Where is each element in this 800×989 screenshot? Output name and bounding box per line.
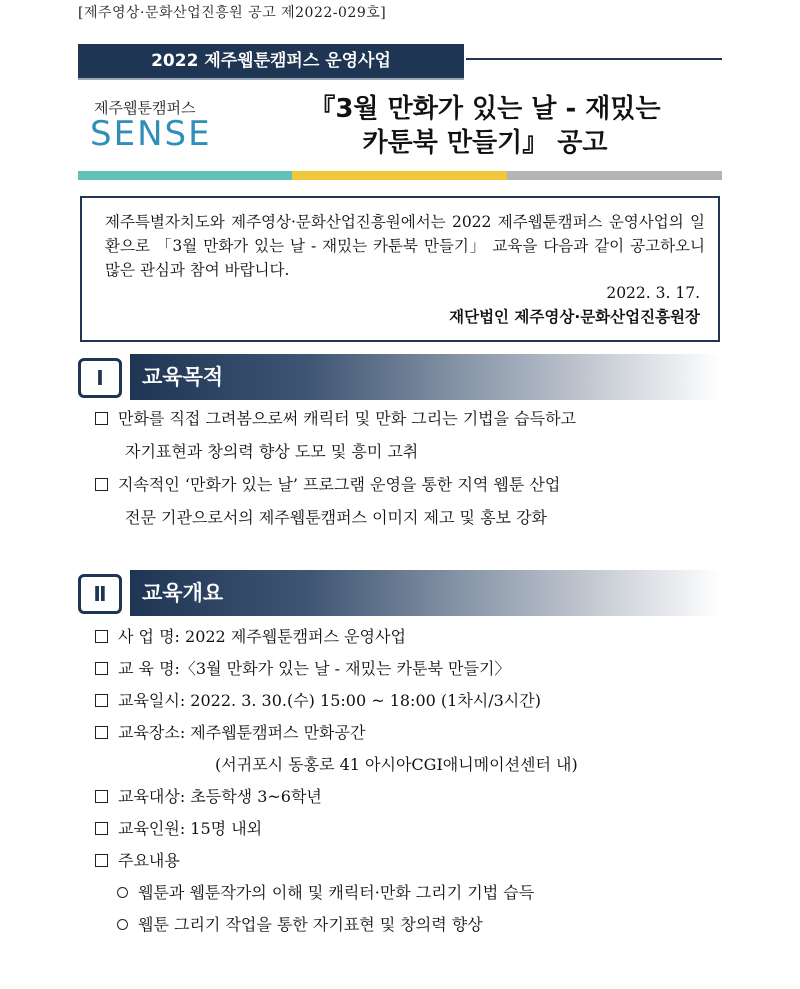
- project-banner: 2022 제주웹툰캠퍼스 운영사업: [78, 44, 464, 80]
- overview-main-contents: 주요내용: [95, 850, 180, 872]
- title-line-2: 카툰북 만들기』 공고: [362, 128, 608, 158]
- issuer-signature: 재단법인 제주영상·문화산업진흥원장: [449, 308, 700, 326]
- overview-course-name: 교 육 명:〈3월 만화가 있는 날 - 재밌는 카툰북 만들기〉: [95, 658, 510, 680]
- logo-caption: 제주웹툰캠퍼스: [94, 99, 196, 117]
- overview-target: 교육대상: 초등학생 3~6학년: [95, 786, 322, 808]
- checkbox-icon: [95, 822, 108, 835]
- notice-number: [제주영상·문화산업진흥원 공고 제2022-029호]: [78, 5, 387, 21]
- intro-text: 제주특별자치도와 제주영상·문화산업진흥원에서는 2022 제주웹툰캠퍼스 운영사업의 일환으로 「3월 만화가 있는 날 - 재밌는 카툰북 만들기」 교육을 다음과 같이 공고하오니 많은 관심과 참여 바랍니다.: [105, 213, 705, 279]
- section-1-number: Ⅰ: [78, 358, 122, 398]
- checkbox-icon: [95, 694, 108, 707]
- content-item-2: 웹툰 그리기 작업을 통한 자기표현 및 창의력 향상: [117, 914, 483, 936]
- document-title: [250, 92, 720, 160]
- color-bar-gold: [292, 171, 507, 180]
- section-2-title: 교육개요: [130, 570, 722, 616]
- overview-datetime: 교육일시: 2022. 3. 30.(수) 15:00 ~ 18:00 (1차시/3시간): [95, 690, 541, 712]
- overview-capacity: 교육인원: 15명 내외: [95, 818, 262, 840]
- checkbox-icon: [95, 790, 108, 803]
- checkbox-icon: [95, 478, 108, 491]
- overview-project-name: 사 업 명: 2022 제주웹툰캠퍼스 운영사업: [95, 626, 406, 648]
- overview-location-note: (서귀포시 동홍로 41 아시아CGI애니메이션센터 내): [215, 755, 578, 774]
- checkbox-icon: [95, 854, 108, 867]
- color-bar-teal: [78, 171, 292, 180]
- title-line-1: 『3월 만화가 있는 날 - 재밌는: [309, 94, 661, 124]
- checkbox-icon: [95, 726, 108, 739]
- purpose-item-1: 만화를 직접 그려봄으로써 캐릭터 및 만화 그리는 기법을 습득하고: [95, 408, 576, 430]
- checkbox-icon: [95, 412, 108, 425]
- purpose-item-1-cont: 자기표현과 창의력 향상 도모 및 흥미 고취: [125, 442, 419, 461]
- section-1-title: 교육목적: [130, 354, 722, 400]
- checkbox-icon: [95, 630, 108, 643]
- color-bar-gray: [507, 171, 722, 180]
- checkbox-icon: [95, 662, 108, 675]
- overview-location: 교육장소: 제주웹툰캠퍼스 만화공간: [95, 722, 365, 744]
- section-2-number: Ⅱ: [78, 574, 122, 614]
- banner-rule: [466, 58, 722, 60]
- circle-bullet-icon: [117, 919, 128, 930]
- purpose-item-2: 지속적인 ‘만화가 있는 날’ 프로그램 운영을 통한 지역 웹툰 산업: [95, 474, 560, 496]
- content-item-1: 웹툰과 웹툰작가의 이해 및 캐릭터·만화 그리기 기법 습득: [117, 882, 534, 904]
- sense-logo: SENSE: [90, 114, 212, 154]
- purpose-item-2-cont: 전문 기관으로서의 제주웹툰캠퍼스 이미지 제고 및 홍보 강화: [125, 508, 548, 527]
- notice-date: 2022. 3. 17.: [606, 284, 700, 302]
- circle-bullet-icon: [117, 887, 128, 898]
